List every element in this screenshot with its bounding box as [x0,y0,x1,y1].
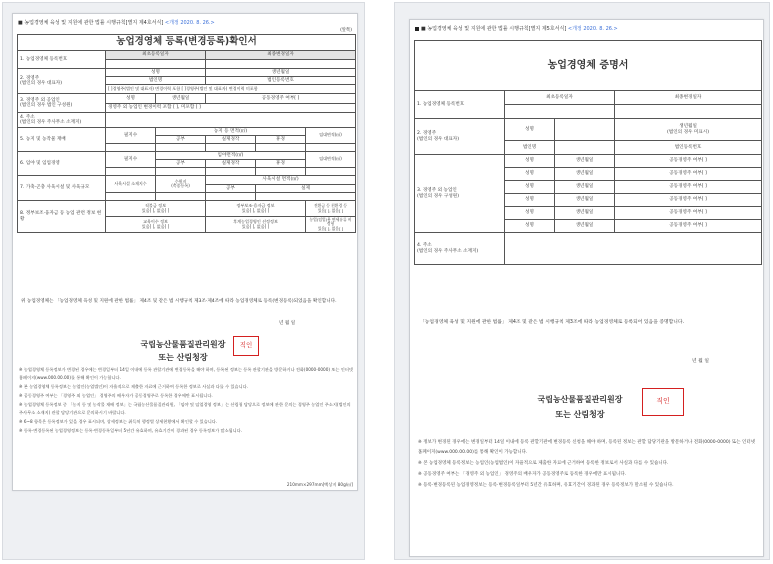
last-change-date-label: 최종변경일자 [615,91,762,105]
farmland-actual-label: 실제경작 [206,136,256,144]
address-label: 4. 주소 (법인의 경우 주사무소 소재지) [415,233,505,265]
other-farmer-name-label: 성명 [505,220,555,233]
notes-list [19,366,353,436]
form-header [415,25,618,32]
forest-official-label: 공부 [156,160,206,168]
joint-owner-flag: 공동경영주 여부[ ] [615,220,762,233]
issuer-org-name: 국립농산물품질관리원장 [537,395,623,404]
registration-form-table [17,34,356,233]
owner-name-label: 성명 [106,69,206,77]
farmland-area-label: 농지 등 면적(㎡) [156,128,306,136]
joint-owner-flag: 공동경영주 여부[ ] [615,207,762,220]
forest-lease-label: 임대면적(㎡) [306,152,356,168]
other-farmer-birth-label: 생년월일 [555,220,615,233]
revision-date: <개정 2020. 8. 26.> [164,20,215,26]
note-item: ※ 농업경영체 등록정보가 변경된 경우에는 변경일부터 14일 이내에 등록 관할기관에 변경등록을 해야 하며, 등록된 정보는 등록 관할기관을 방문하거나 전화(0000-0000) 또는 인터넷 홈페이지(www.000.00.00)를 통해 확인이 가능합니다. [19,367,353,380]
corp-name-label: 법인명 [505,141,555,155]
confirmation-statement: 위 농업경영체는 「농업경영체 육성 및 지원에 관한 법률」 제4조 및 같은 법 시행규칙 제3조·제4조에 따라 농업경영체로 등록(변경등록)되었음을 확인합니다. [21,299,337,304]
issuer-org-alt: 또는 산림청장 [555,410,605,419]
issuer-org-name: 국립농산물품질관리원장 [140,340,226,349]
registration-number-label: 1. 농업경영체 등록번호 [18,51,106,69]
revision-date: <개정 2020. 8. 26.> [567,26,618,32]
farmland-lease-label: 임대면적(㎡) [306,128,356,144]
note-item: ※ 본 농업경영체 등록정보는 농업인(농업법인)이 자율적으로 제출한 자료에 근거하여 등록한 정보로서 사실과 다를 수 있습니다. [418,460,669,466]
other-farmer-birth-label: 생년월일 [555,155,615,168]
forest-label: 6. 임야 및 임업경영 [18,152,106,176]
address-label: 4. 주소 (법인의 경우 주사무소 소재지) [18,113,106,128]
certificate-page [409,19,764,557]
note-item: ※ 정보가 변경된 경우에는 변경일부터 14일 이내에 등록 관할기관에 변경등록 신청을 해야 하며, 등록된 정보는 관할 담당기관을 방문하거나 전화(0000-0000) 또는 인터넷 홈페이지(www.000.00.00)를 통해 확인이 가능합니다. [418,440,756,455]
other-farmer-birth-label: 생년월일 [555,207,615,220]
form-title: 농업경영체 등록(변경등록)확인서 [18,35,356,51]
forest-parcel-count-label: 필지수 [106,152,156,168]
first-registration-date-label: 최초등록일자 [106,51,206,60]
other-farmer-name-label: 성명 [505,181,555,194]
note-item: ※ 등록·변경등록된 농업경영정보는 등록·변경등록일부터 5년간 유효하며, 유효기간이 경과된 경우 등록정보가 말소될 수 있습니다. [418,482,674,488]
other-farmer-label: 3. 경영주 외 농업인 (법인의 경우 구성원) [415,155,505,233]
note-item: ※ 농업경영체 등록정보 중 「농지 등 및 농작물 재배 정보」는 국립농산물품질관리원, 「임야 및 임업경영 정보」는 산림청 담당으로 정보에 관한 문의는 경영주 농업인 주소지(법인의 주사무소 소재지) 관할 담당기관으로 문의하시기 바랍니다. [19,401,351,415]
corp-name-label: 법인명 [106,77,206,85]
livestock-actual-label: 실제 [256,185,356,193]
corp-reg-number-label: 법인등록번호 [206,77,356,85]
form-header-text: ■ 농업경영체 육성 및 지원에 관한 법률 시행규칙[별지 제4호서식] [18,20,164,26]
note-item: ※ 본 농업경영체 등록정보는 농업인(농업법인)이 자율적으로 제출한 자료에 근거하여 등록한 정보로 사실과 다를 수 있습니다. [19,383,249,389]
other-farmer-birth-label: 생년월일 [555,181,615,194]
livestock-type-label: 수원지 (축종등록) [156,176,206,193]
note-item: ※ 6~8 항목은 등록정보가 있을 경우 표시되며, 상세정보는 취득처 행정별 상세현황에서 확인할 수 있습니다. [19,418,218,424]
last-change-date-value [206,60,356,69]
other-farmer-history-option: 경영주 외 농업인 변경이력 포함 [ ], 미포함 [ ] [106,104,356,113]
last-change-date-label: 최종변경일자 [206,51,356,60]
registration-certificate-page [12,13,358,491]
farmland-label: 5. 농지 및 농작물 재배 [18,128,106,152]
direct-payment-info: 직불금 정보 있음[ ], 없음[ ] [106,201,206,217]
other-farmer-birth-label: 생년월일 [555,168,615,181]
farmland-official-label: 공부 [156,136,206,144]
note-item: ※ 공동경영주 여부는 「경영주 외 농업인」 경영주의 배우자가 공동경영주로 등록한 경우에만 표시됩니다. [418,471,627,477]
corp-reg-number-label: 법인등록번호 [615,141,762,155]
form-header-text: ■ 농업경영체 육성 및 지원에 관한 법률 시행규칙[별지 제5호서식] [421,26,567,32]
other-farmer-name-label: 성명 [505,207,555,220]
official-seal: 직인 [233,336,259,356]
joint-owner-flag: 공동경영주 여부[ ] [615,168,762,181]
livestock-label: 7. 가축·곤충 사육시설 및 사육규모 [18,176,106,201]
other-farmer-name-label: 성명 [106,94,156,104]
registration-number-label: 1. 농업경영체 등록번호 [415,91,505,119]
issue-date-line: 년 월 일 [279,321,296,326]
livestock-area-label: 사육시설 면적(㎡) [206,176,356,185]
certificate-form-table [414,40,762,265]
form-title: 농업경영체 증명서 [415,41,762,91]
eco-friendly-info: 전환금 등 친환경 등 있음[ ], 없음[ ] [306,201,356,217]
owner-birth-label: 생년월일 (법인의 경우 미표시) [615,119,762,141]
first-registration-date-value [106,60,206,69]
issue-date-line: 년 월 일 [692,359,709,364]
official-seal: 직인 [642,388,684,416]
farmland-parcel-count-label: 필지수 [106,128,156,144]
owner-name-label: 성명 [505,119,555,141]
joint-owner-flag: 공동경영주 여부[ ] [615,181,762,194]
certification-statement: 「농업경영체 육성 및 지원에 관한 법률」 제4조 및 같은 법 시행규칙 제3조에 따라 농업경영체로 등록되어 있음을 증명합니다. [420,320,685,325]
joint-owner-flag: 공동경영주 여부[ ] [615,155,762,168]
livestock-facility-count-label: 사육시설 소재지수 [106,176,156,193]
address-value [106,113,356,128]
owner-label: 2. 경영주 (법인의 경우 대표자) [415,119,505,155]
notes-list [418,438,756,491]
farmland-fallow-label: 휴경 [256,136,306,144]
note-item: ※ 공동경영주 여부는 「경영주 외 농업인」 경영주의 배우자가 공동경영주로 등록한 경우에만 표시됩니다. [19,392,213,398]
page-side-label: (앞쪽) [340,28,352,33]
owner-history-option: [ ]경영주(법인 및 대표자) 변경이력 포함 [ ]경영주(법인 및 대표자) 변경이력 미포함 [106,85,356,94]
left-document-panel [2,2,365,560]
other-farmer-birth-label: 생년월일 [555,194,615,207]
note-item: ※ 등록·변경등록된 농업경영정보는 등록·변경등록일부터 5년간 유효하며, 유효기간이 경과된 경우 등록정보가 말소됩니다. [19,427,243,433]
subsidy-info-label: 8. 정부보조·융자금 등 농업 관련 정보 현황 [18,201,106,233]
tax-free-oil-info: 농업(임업)용 면세유류 비정형 있음[ ], 없음[ ] [306,217,356,233]
right-document-panel [394,2,770,560]
forest-actual-label: 실제경작 [206,160,256,168]
forest-area-label: 임야면적(㎡) [156,152,306,160]
other-farmer-name-label: 성명 [505,194,555,207]
successor-info: 후계농업경영인 선정정보 있음[ ], 없음[ ] [206,217,306,233]
form-header [18,19,215,26]
education-info: 교육이수 정보 있음[ ], 없음[ ] [106,217,206,233]
joint-owner-flag: 공동경영주 여부[ ] [206,94,356,104]
owner-label: 2. 경영주 (법인의 경우 대표자) [18,69,106,94]
other-farmer-birth-label: 생년월일 [156,94,206,104]
other-farmer-name-label: 성명 [505,155,555,168]
other-farmer-label: 3. 경영주 외 공업인 (법인의 경우 법인 구성원) [18,94,106,113]
issuer-org-alt: 또는 산림청장 [158,353,208,362]
subsidy-loan-info: 정부보조·융자금 정보 있음[ ], 없음[ ] [206,201,306,217]
paper-size-footer: 210mm×297mm[백상지 80g/㎡] [286,482,353,487]
joint-owner-flag: 공동경영주 여부[ ] [615,194,762,207]
first-registration-date-label: 최초등록일자 [505,91,615,105]
forest-fallow-label: 휴경 [256,160,306,168]
livestock-official-label: 공부 [206,185,256,193]
header-bullet-icon [415,27,419,31]
owner-birth-label: 생년월일 [206,69,356,77]
other-farmer-name-label: 성명 [505,168,555,181]
